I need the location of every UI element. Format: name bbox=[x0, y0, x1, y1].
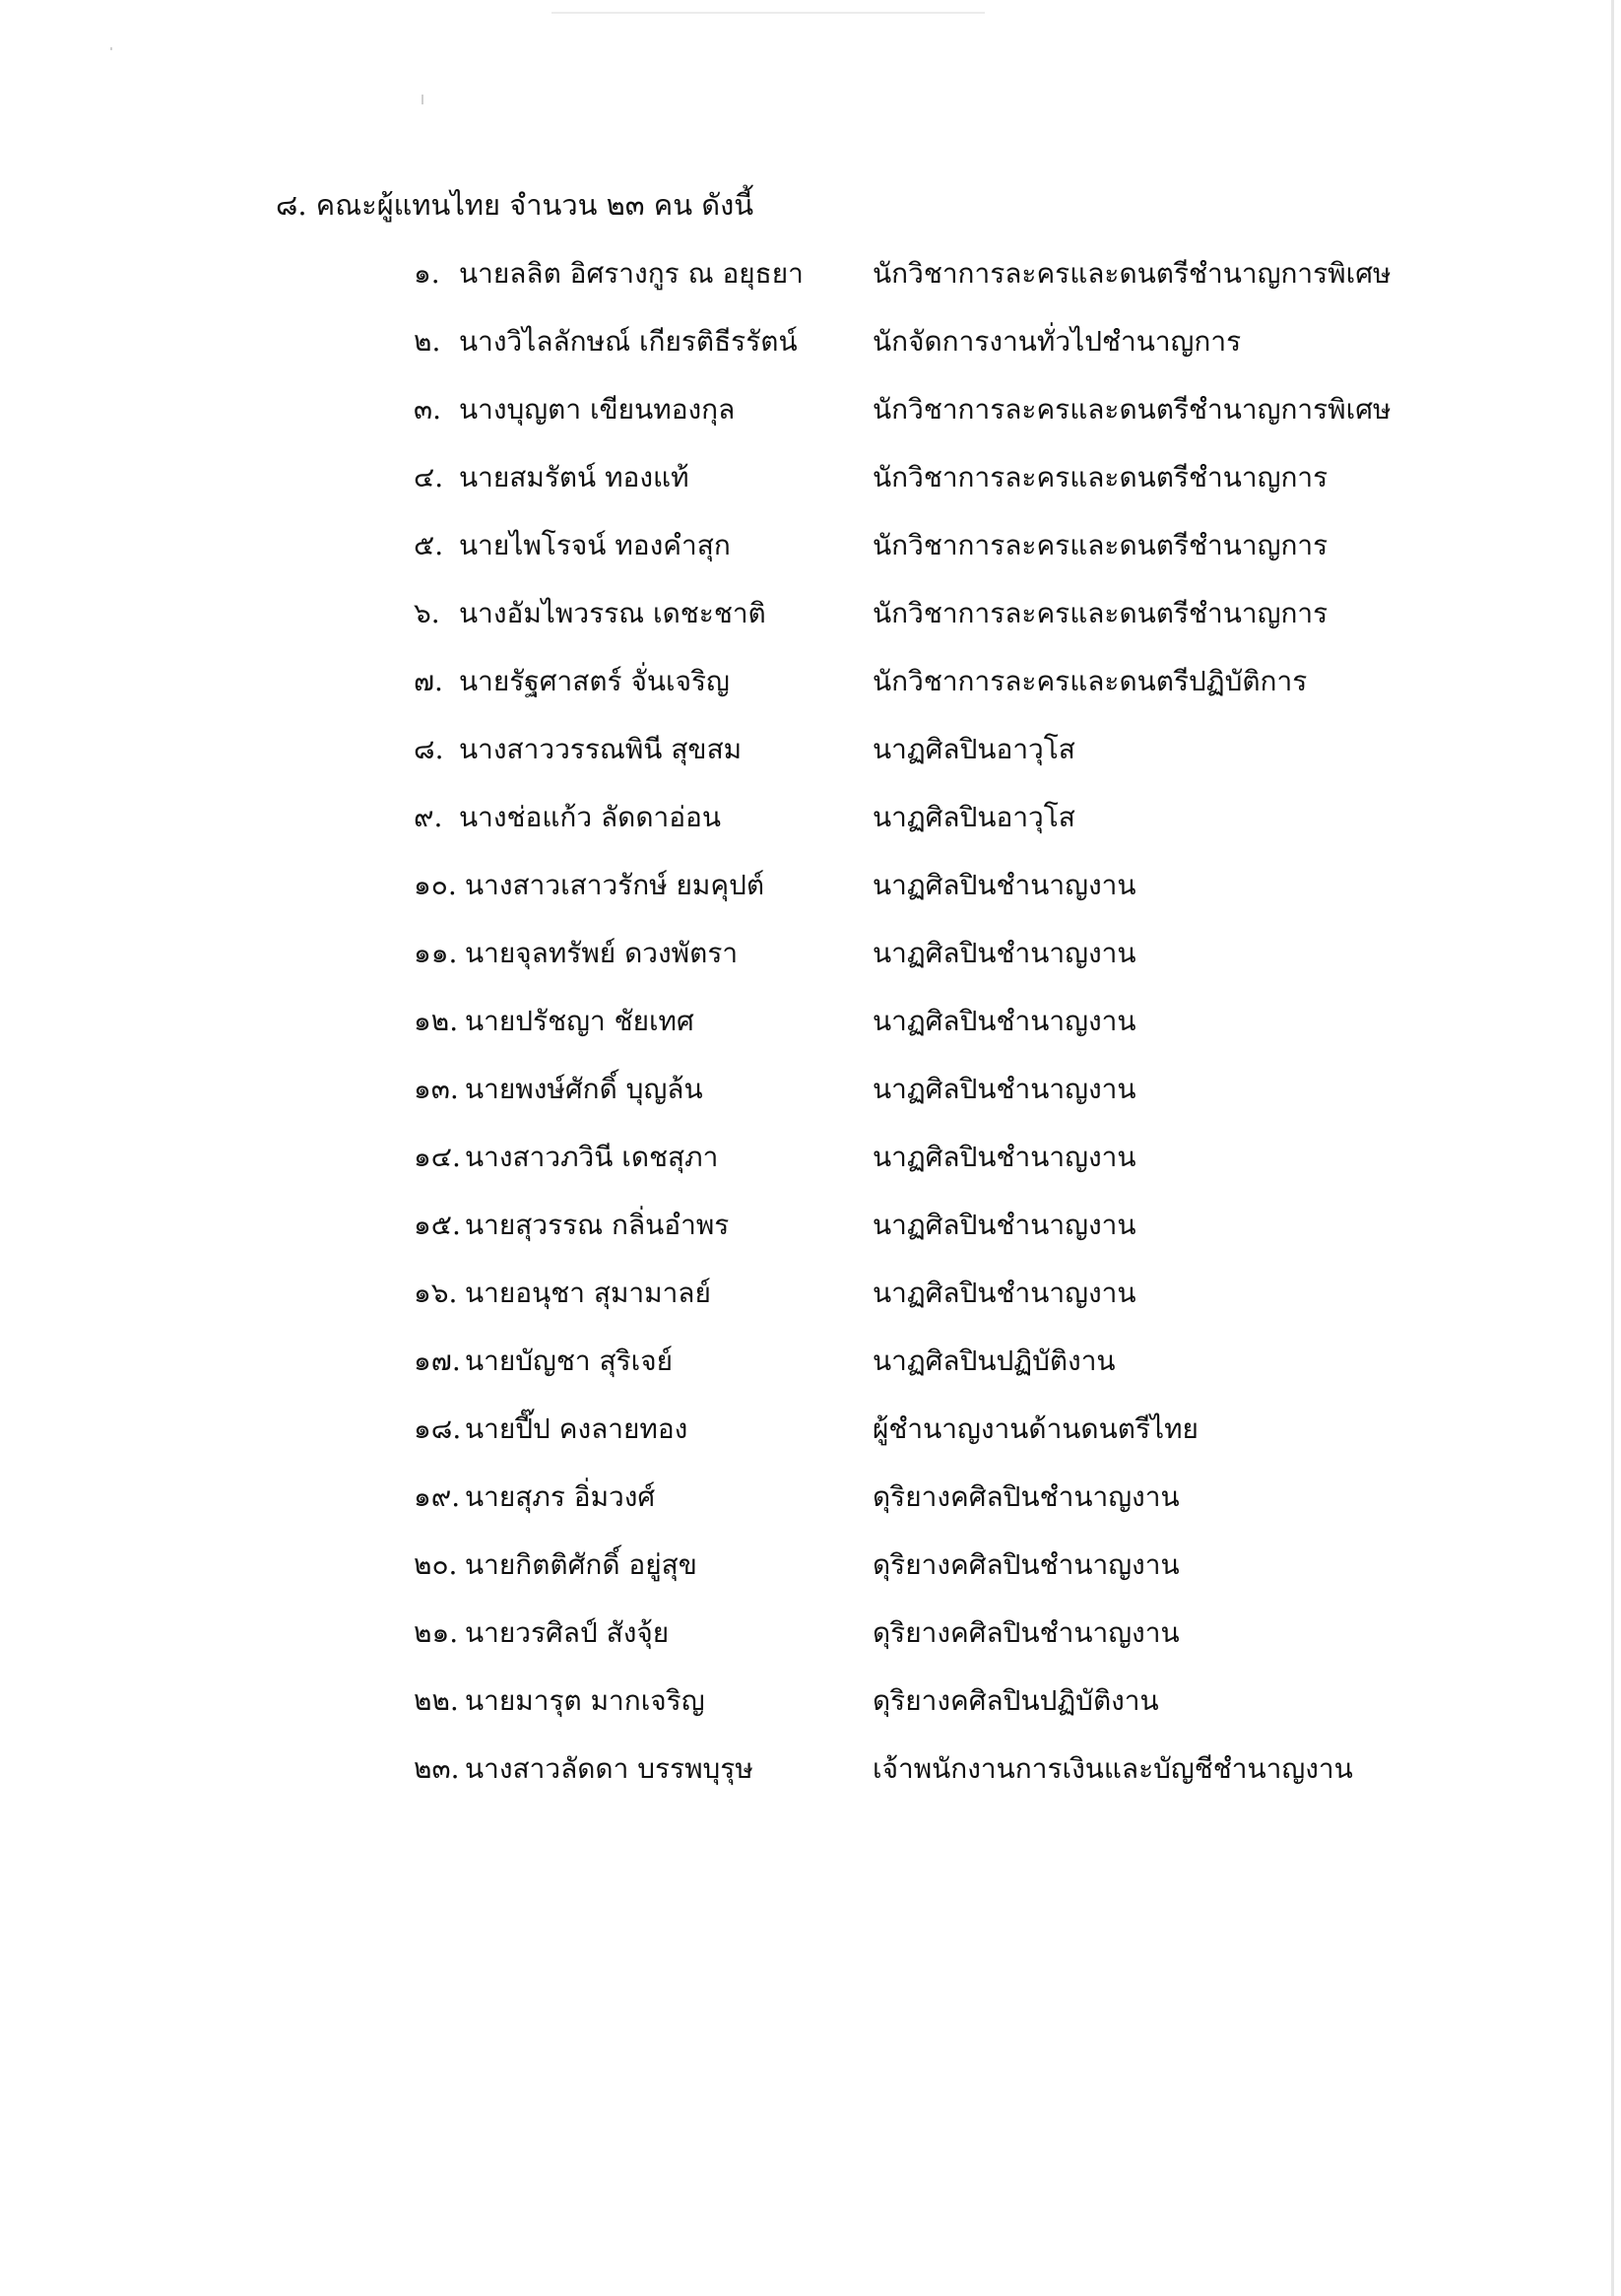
member-number: ๑. bbox=[414, 257, 440, 290]
scan-artifact-dot bbox=[421, 95, 423, 104]
member-row bbox=[414, 1606, 1546, 1673]
member-number: ๒๐. bbox=[414, 1548, 458, 1581]
member-row bbox=[414, 1673, 1546, 1741]
member-row bbox=[414, 722, 1546, 790]
member-row bbox=[414, 654, 1546, 722]
member-row bbox=[414, 1334, 1546, 1402]
member-row bbox=[414, 1198, 1546, 1266]
member-number: ๒๑. bbox=[414, 1616, 459, 1649]
member-number: ๑๘. bbox=[414, 1412, 462, 1445]
member-name: นายกิตติศักดิ์ อยู่สุข bbox=[465, 1548, 697, 1581]
member-number: ๒๒. bbox=[414, 1684, 459, 1717]
member-name: นายปี๊ป คงลายทอง bbox=[465, 1412, 688, 1445]
member-position: นาฏศิลปินชำนาญงาน bbox=[873, 937, 1136, 969]
member-number: ๑๐. bbox=[414, 869, 457, 901]
member-row bbox=[414, 314, 1546, 382]
member-number: ๑๙. bbox=[414, 1480, 461, 1513]
member-name: นางสาววรรณพินี สุขสม bbox=[459, 733, 743, 765]
member-number: ๒. bbox=[414, 325, 441, 358]
member-name: นายจุลทรัพย์ ดวงพัตรา bbox=[465, 937, 739, 969]
member-row bbox=[414, 994, 1546, 1062]
member-position: นาฏศิลปินชำนาญงาน bbox=[873, 1005, 1136, 1037]
member-position: นาฏศิลปินอาวุโส bbox=[873, 801, 1075, 833]
member-position: ผู้ชำนาญงานด้านดนตรีไทย bbox=[873, 1412, 1199, 1445]
member-number: ๑๒. bbox=[414, 1005, 459, 1037]
member-row bbox=[414, 1402, 1546, 1470]
member-name: นายปรัชญา ชัยเทศ bbox=[465, 1005, 694, 1037]
member-number: ๙. bbox=[414, 801, 443, 833]
member-name: นายมารุต มากเจริญ bbox=[465, 1684, 705, 1717]
member-position: นักวิชาการละครและดนตรีชำนาญการพิเศษ bbox=[873, 257, 1392, 290]
member-position: นักวิชาการละครและดนตรีปฏิบัติการ bbox=[873, 665, 1308, 697]
member-name: นางบุญตา เขียนทองกุล bbox=[459, 393, 736, 426]
member-name: นางอัมไพวรรณ เดชะชาติ bbox=[459, 597, 766, 629]
member-row bbox=[414, 382, 1546, 450]
member-number: ๑๗. bbox=[414, 1345, 461, 1377]
member-number: ๕. bbox=[414, 529, 444, 561]
member-row bbox=[414, 586, 1546, 654]
member-list bbox=[414, 246, 1546, 1809]
section-heading: ๘. คณะผู้แทนไทย จำนวน ๒๓ คน ดังนี้ bbox=[276, 188, 754, 222]
member-row bbox=[414, 926, 1546, 994]
member-position: นาฏศิลปินปฏิบัติงาน bbox=[873, 1345, 1116, 1377]
member-number: ๘. bbox=[414, 733, 444, 765]
member-position: เจ้าพนักงานการเงินและบัญชีชำนาญงาน bbox=[873, 1752, 1353, 1785]
scan-artifact-top bbox=[551, 12, 985, 14]
member-number: ๑๓. bbox=[414, 1073, 459, 1105]
member-number: ๒๓. bbox=[414, 1752, 460, 1785]
member-position: นาฏศิลปินชำนาญงาน bbox=[873, 1073, 1136, 1105]
member-row bbox=[414, 450, 1546, 518]
member-number: ๗. bbox=[414, 665, 443, 697]
member-position: ดุริยางคศิลปินชำนาญงาน bbox=[873, 1480, 1180, 1513]
member-row bbox=[414, 1470, 1546, 1538]
member-name: นางสาวเสาวรักษ์ ยมคุปต์ bbox=[465, 869, 765, 901]
member-number: ๑๑. bbox=[414, 937, 458, 969]
member-row bbox=[414, 1062, 1546, 1130]
member-row bbox=[414, 246, 1546, 314]
member-name: นายไพโรจน์ ทองคำสุก bbox=[459, 529, 731, 561]
member-row bbox=[414, 790, 1546, 858]
member-number: ๑๖. bbox=[414, 1277, 458, 1309]
member-position: ดุริยางคศิลปินชำนาญงาน bbox=[873, 1616, 1180, 1649]
member-name: นางสาวลัดดา บรรพบุรุษ bbox=[465, 1752, 753, 1785]
member-number: ๖. bbox=[414, 597, 440, 629]
member-name: นายพงษ์ศักดิ์ บุญล้น bbox=[465, 1073, 703, 1105]
member-name: นายบัญชา สุริเจย์ bbox=[465, 1345, 674, 1377]
member-name: นายสุภร อิ่มวงศ์ bbox=[465, 1480, 656, 1513]
member-name: นายรัฐศาสตร์ จั่นเจริญ bbox=[459, 665, 730, 697]
member-name: นายลลิต อิศรางกูร ณ อยุธยา bbox=[459, 257, 804, 290]
member-name: นางวิไลลักษณ์ เกียรติธีรรัตน์ bbox=[459, 325, 798, 358]
member-name: นางช่อแก้ว ลัดดาอ่อน bbox=[459, 801, 721, 833]
member-number: ๓. bbox=[414, 393, 442, 426]
member-name: นายอนุชา สุมามาลย์ bbox=[465, 1277, 711, 1309]
member-row bbox=[414, 1538, 1546, 1606]
member-number: ๔. bbox=[414, 461, 444, 493]
member-position: ดุริยางคศิลปินปฏิบัติงาน bbox=[873, 1684, 1159, 1717]
member-position: นักจัดการงานทั่วไปชำนาญการ bbox=[873, 325, 1242, 358]
member-name: นายวรศิลป์ สังจุ้ย bbox=[465, 1616, 670, 1649]
member-position: นาฏศิลปินชำนาญงาน bbox=[873, 1277, 1136, 1309]
member-position: นาฏศิลปินชำนาญงาน bbox=[873, 1209, 1136, 1241]
member-row bbox=[414, 858, 1546, 926]
member-position: ดุริยางคศิลปินชำนาญงาน bbox=[873, 1548, 1180, 1581]
member-position: นาฏศิลปินชำนาญงาน bbox=[873, 869, 1136, 901]
member-row bbox=[414, 518, 1546, 586]
member-position: นักวิชาการละครและดนตรีชำนาญการ bbox=[873, 461, 1329, 493]
member-position: นาฏศิลปินชำนาญงาน bbox=[873, 1141, 1136, 1173]
member-number: ๑๕. bbox=[414, 1209, 461, 1241]
scan-artifact-dot bbox=[110, 47, 112, 50]
member-name: นายสุวรรณ กลิ่นอำพร bbox=[465, 1209, 730, 1241]
member-position: นาฏศิลปินอาวุโส bbox=[873, 733, 1075, 765]
member-name: นางสาวภวินี เดชสุภา bbox=[465, 1141, 719, 1173]
member-position: นักวิชาการละครและดนตรีชำนาญการ bbox=[873, 529, 1329, 561]
member-number: ๑๔. bbox=[414, 1141, 461, 1173]
member-position: นักวิชาการละครและดนตรีชำนาญการพิเศษ bbox=[873, 393, 1392, 426]
member-row bbox=[414, 1741, 1546, 1809]
scan-artifact-right-edge bbox=[1611, 0, 1614, 2296]
member-row bbox=[414, 1266, 1546, 1334]
member-row bbox=[414, 1130, 1546, 1198]
member-position: นักวิชาการละครและดนตรีชำนาญการ bbox=[873, 597, 1329, 629]
member-name: นายสมรัตน์ ทองแท้ bbox=[459, 461, 689, 493]
